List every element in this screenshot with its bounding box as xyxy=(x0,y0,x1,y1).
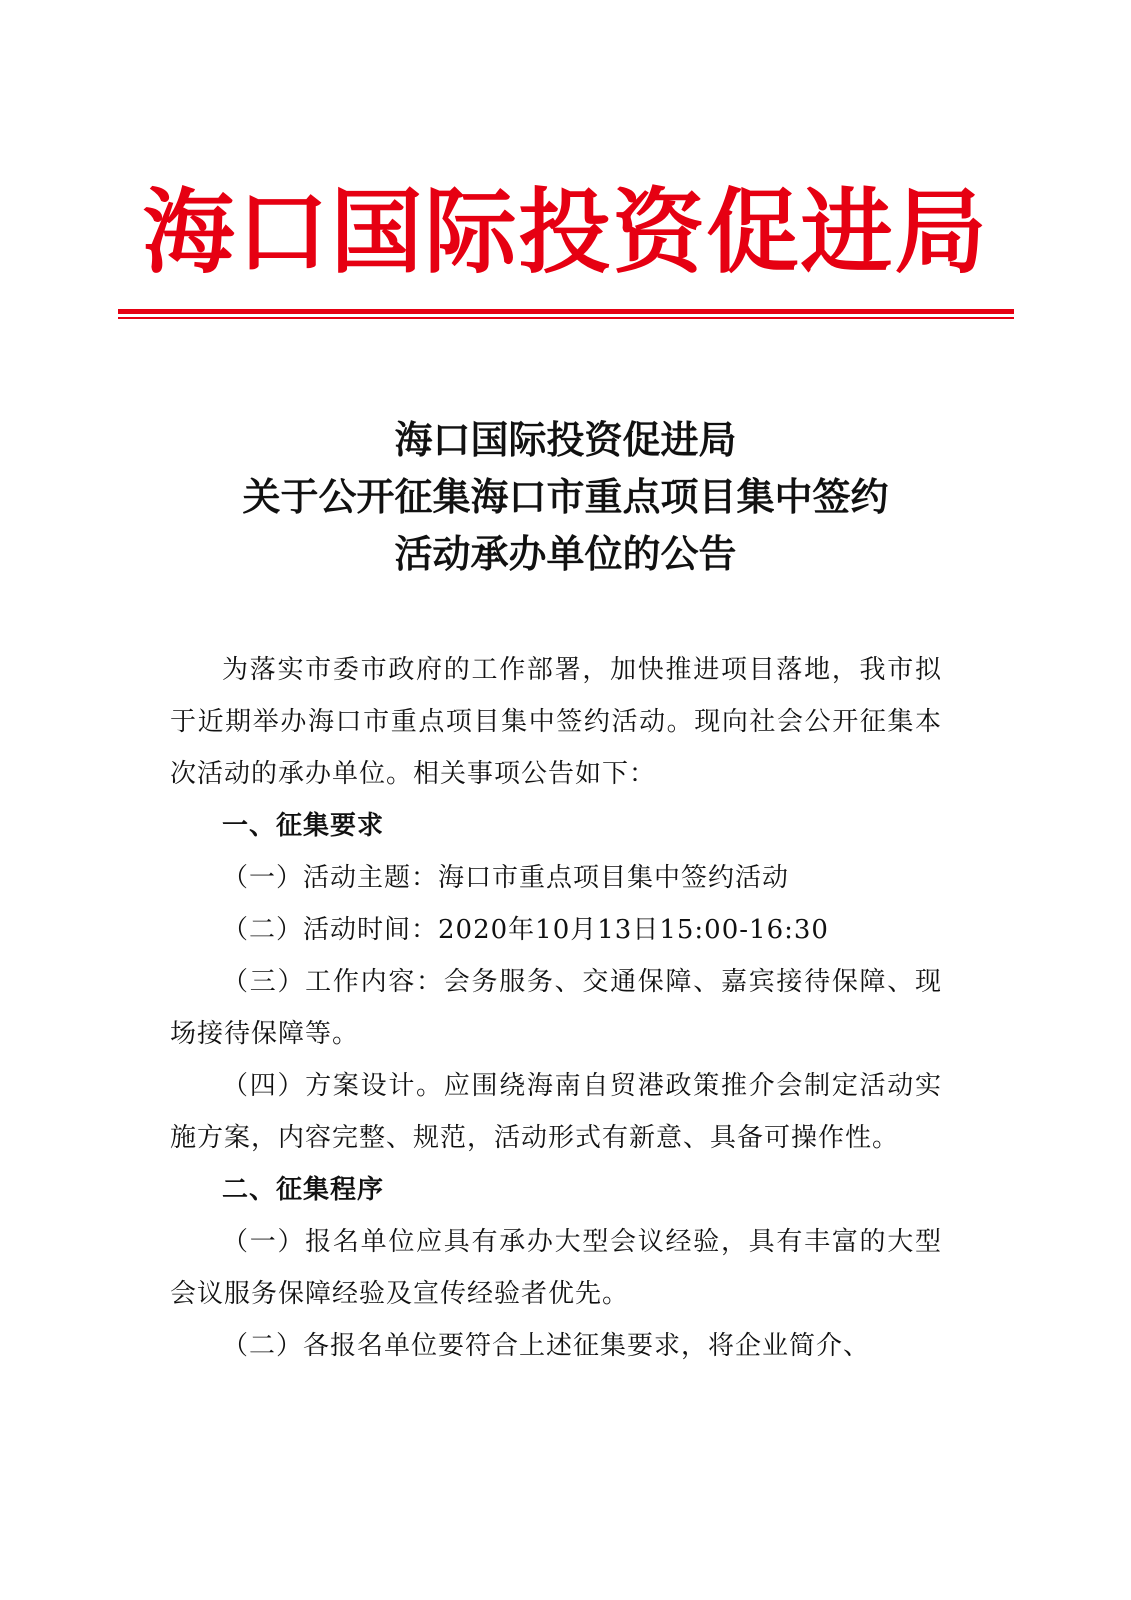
masthead-red-rule-thick xyxy=(118,309,1014,314)
intro-paragraph: 为落实市委市政府的工作部署，加快推进项目落地，我市拟于近期举办海口市重点项目集中签约活动。现向社会公开征集本次活动的承办单位。相关事项公告如下： xyxy=(170,655,942,789)
masthead-agency-name: 海口国际投资促进局 xyxy=(142,178,989,286)
masthead-red-rule-thin xyxy=(118,317,1014,319)
document-body xyxy=(170,644,942,1372)
section-1-item-2: （二）活动时间：2020年10月13日15:00-16:30 xyxy=(222,915,829,945)
section-1-item-1: （一）活动主题：海口市重点项目集中签约活动 xyxy=(222,863,790,893)
title-line-2: 关于公开征集海口市重点项目集中签约 xyxy=(242,474,889,519)
document-title xyxy=(0,411,1131,582)
section-1-item-3: （三）工作内容：会务服务、交通保障、嘉宾接待保障、现场接待保障等。 xyxy=(170,967,942,1049)
section-1-item-4: （四）方案设计。应围绕海南自贸港政策推介会制定活动实施方案，内容完整、规范，活动形式有新意、具备可操作性。 xyxy=(170,1071,942,1153)
section-1-heading: 一、征集要求 xyxy=(222,811,385,841)
title-line-1: 海口国际投资促进局 xyxy=(394,417,737,462)
section-2-item-2: （二）各报名单位要符合上述征集要求，将企业简介、 xyxy=(222,1331,871,1361)
title-line-3: 活动承办单位的公告 xyxy=(394,531,737,576)
section-2-item-1: （一）报名单位应具有承办大型会议经验，具有丰富的大型会议服务保障经验及宣传经验者优先。 xyxy=(170,1227,942,1309)
section-2-heading: 二、征集程序 xyxy=(222,1175,385,1205)
